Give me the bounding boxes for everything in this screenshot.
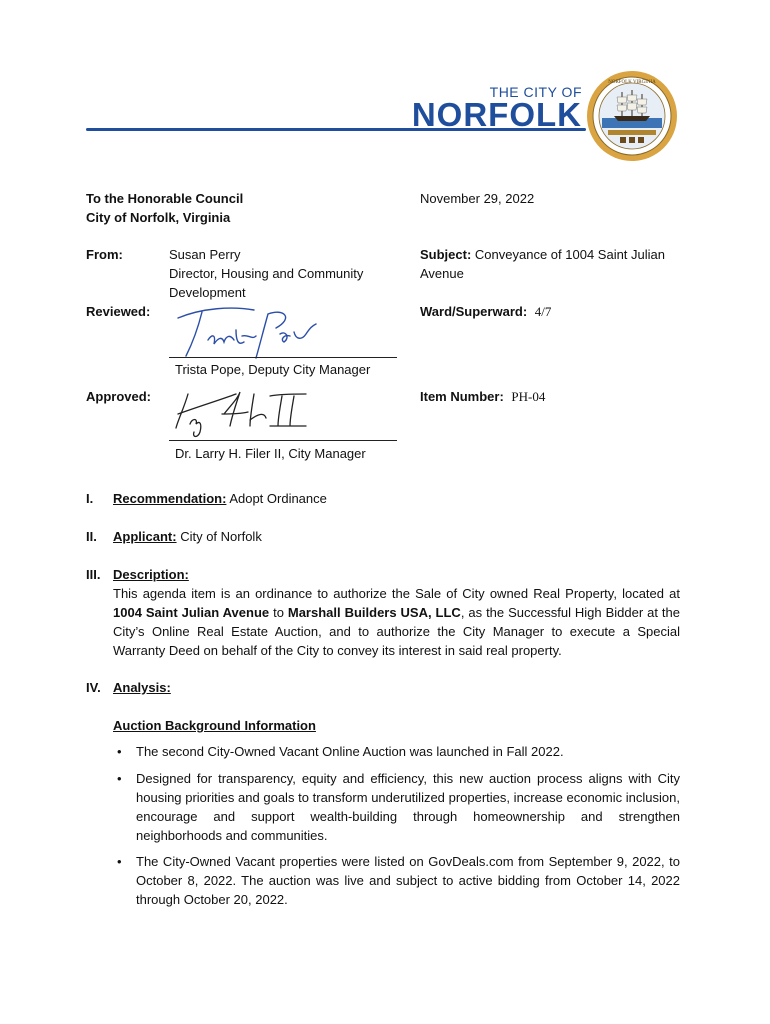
city-seal-icon xyxy=(586,70,678,162)
item-number-label: Item Number: xyxy=(420,389,504,404)
section-1-numeral: I. xyxy=(86,491,94,506)
norfolk-wordmark: NORFOLK xyxy=(411,96,582,133)
ward-label: Ward/Superward: xyxy=(420,304,528,319)
item-number-value: PH-04 xyxy=(511,389,546,404)
section-4-heading: Analysis: xyxy=(113,680,171,695)
description-text-3: , as the Successful High Bidder at the City’s Online Real Estate Auction, and to authorize the City Manager to execute a Special Warranty Deed on behalf of the City to convey its interest in said real property. xyxy=(113,605,680,658)
auction-background-heading: Auction Background Information xyxy=(113,718,316,733)
subject-text: Conveyance of 1004 Saint Julian xyxy=(474,247,665,262)
subject-label: Subject: xyxy=(420,247,472,262)
addressee-line-2: City of Norfolk, Virginia xyxy=(86,210,231,225)
approver-name: Dr. Larry H. Filer II, City Manager xyxy=(175,446,366,461)
section-1-text: Adopt Ordinance xyxy=(229,491,327,506)
section-2-text: City of Norfolk xyxy=(180,529,262,544)
approved-label: Approved: xyxy=(86,389,151,404)
reviewed-label: Reviewed: xyxy=(86,304,151,319)
property-address: 1004 Saint Julian Avenue xyxy=(113,605,270,620)
ward-value: 4/7 xyxy=(534,304,552,319)
item-number-line xyxy=(420,387,545,406)
reviewer-name: Trista Pope, Deputy City Manager xyxy=(175,362,371,377)
section-3-description xyxy=(113,584,680,660)
section-2-numeral: II. xyxy=(86,529,97,544)
from-title-line-2: Development xyxy=(169,285,246,300)
section-3-heading: Description: xyxy=(113,567,189,582)
bullet-marker: • xyxy=(117,771,122,786)
section-1-heading: Recommendation: xyxy=(113,491,227,506)
reviewer-signature xyxy=(172,300,322,362)
bullet-1: The second City-Owned Vacant Online Auction was launched in Fall 2022. xyxy=(136,744,564,759)
bullet-marker: • xyxy=(117,854,122,869)
subject-line-2: Avenue xyxy=(420,266,464,281)
city-of-text: THE CITY OF xyxy=(489,84,582,100)
from-name: Susan Perry xyxy=(169,247,241,262)
section-1-line xyxy=(113,489,327,508)
addressee-line-1: To the Honorable Council xyxy=(86,191,244,206)
description-text-2: to xyxy=(269,605,288,620)
section-4-numeral: IV. xyxy=(86,680,101,695)
reviewer-signature-line xyxy=(169,357,397,358)
section-2-line xyxy=(113,527,262,546)
ward-line xyxy=(420,302,551,321)
bullet-2: Designed for transparency, equity and efficiency, this new auction process aligns with City housing priorities and goals to transform underutilized properties, increase economic inclusion, encourage and support wealth-building through homeownership and strengthen neighborhoods and communities. xyxy=(136,771,680,843)
seal-text: NORFOLK VIRGINIA xyxy=(608,80,656,85)
memo-date: November 29, 2022 xyxy=(420,191,535,206)
bidder-name: Marshall Builders USA, LLC xyxy=(287,605,461,620)
section-2-heading: Applicant: xyxy=(113,529,177,544)
approver-signature-line xyxy=(169,440,397,441)
from-label: From: xyxy=(86,247,123,262)
description-text-1: This agenda item is an ordinance to authorize the Sale of City owned Real Property, located at xyxy=(113,586,680,601)
approver-signature xyxy=(170,384,310,440)
from-title-line-1: Director, Housing and Community xyxy=(169,266,364,281)
bullet-3: The City-Owned Vacant properties were listed on GovDeals.com from September 9, 2022, to October 8, 2022. The auction was live and subject to active bidding from October 14, 2022 through October 20, 2022. xyxy=(136,854,680,907)
section-3-numeral: III. xyxy=(86,567,101,582)
subject-line-1 xyxy=(420,245,665,264)
bullet-marker: • xyxy=(117,744,122,759)
